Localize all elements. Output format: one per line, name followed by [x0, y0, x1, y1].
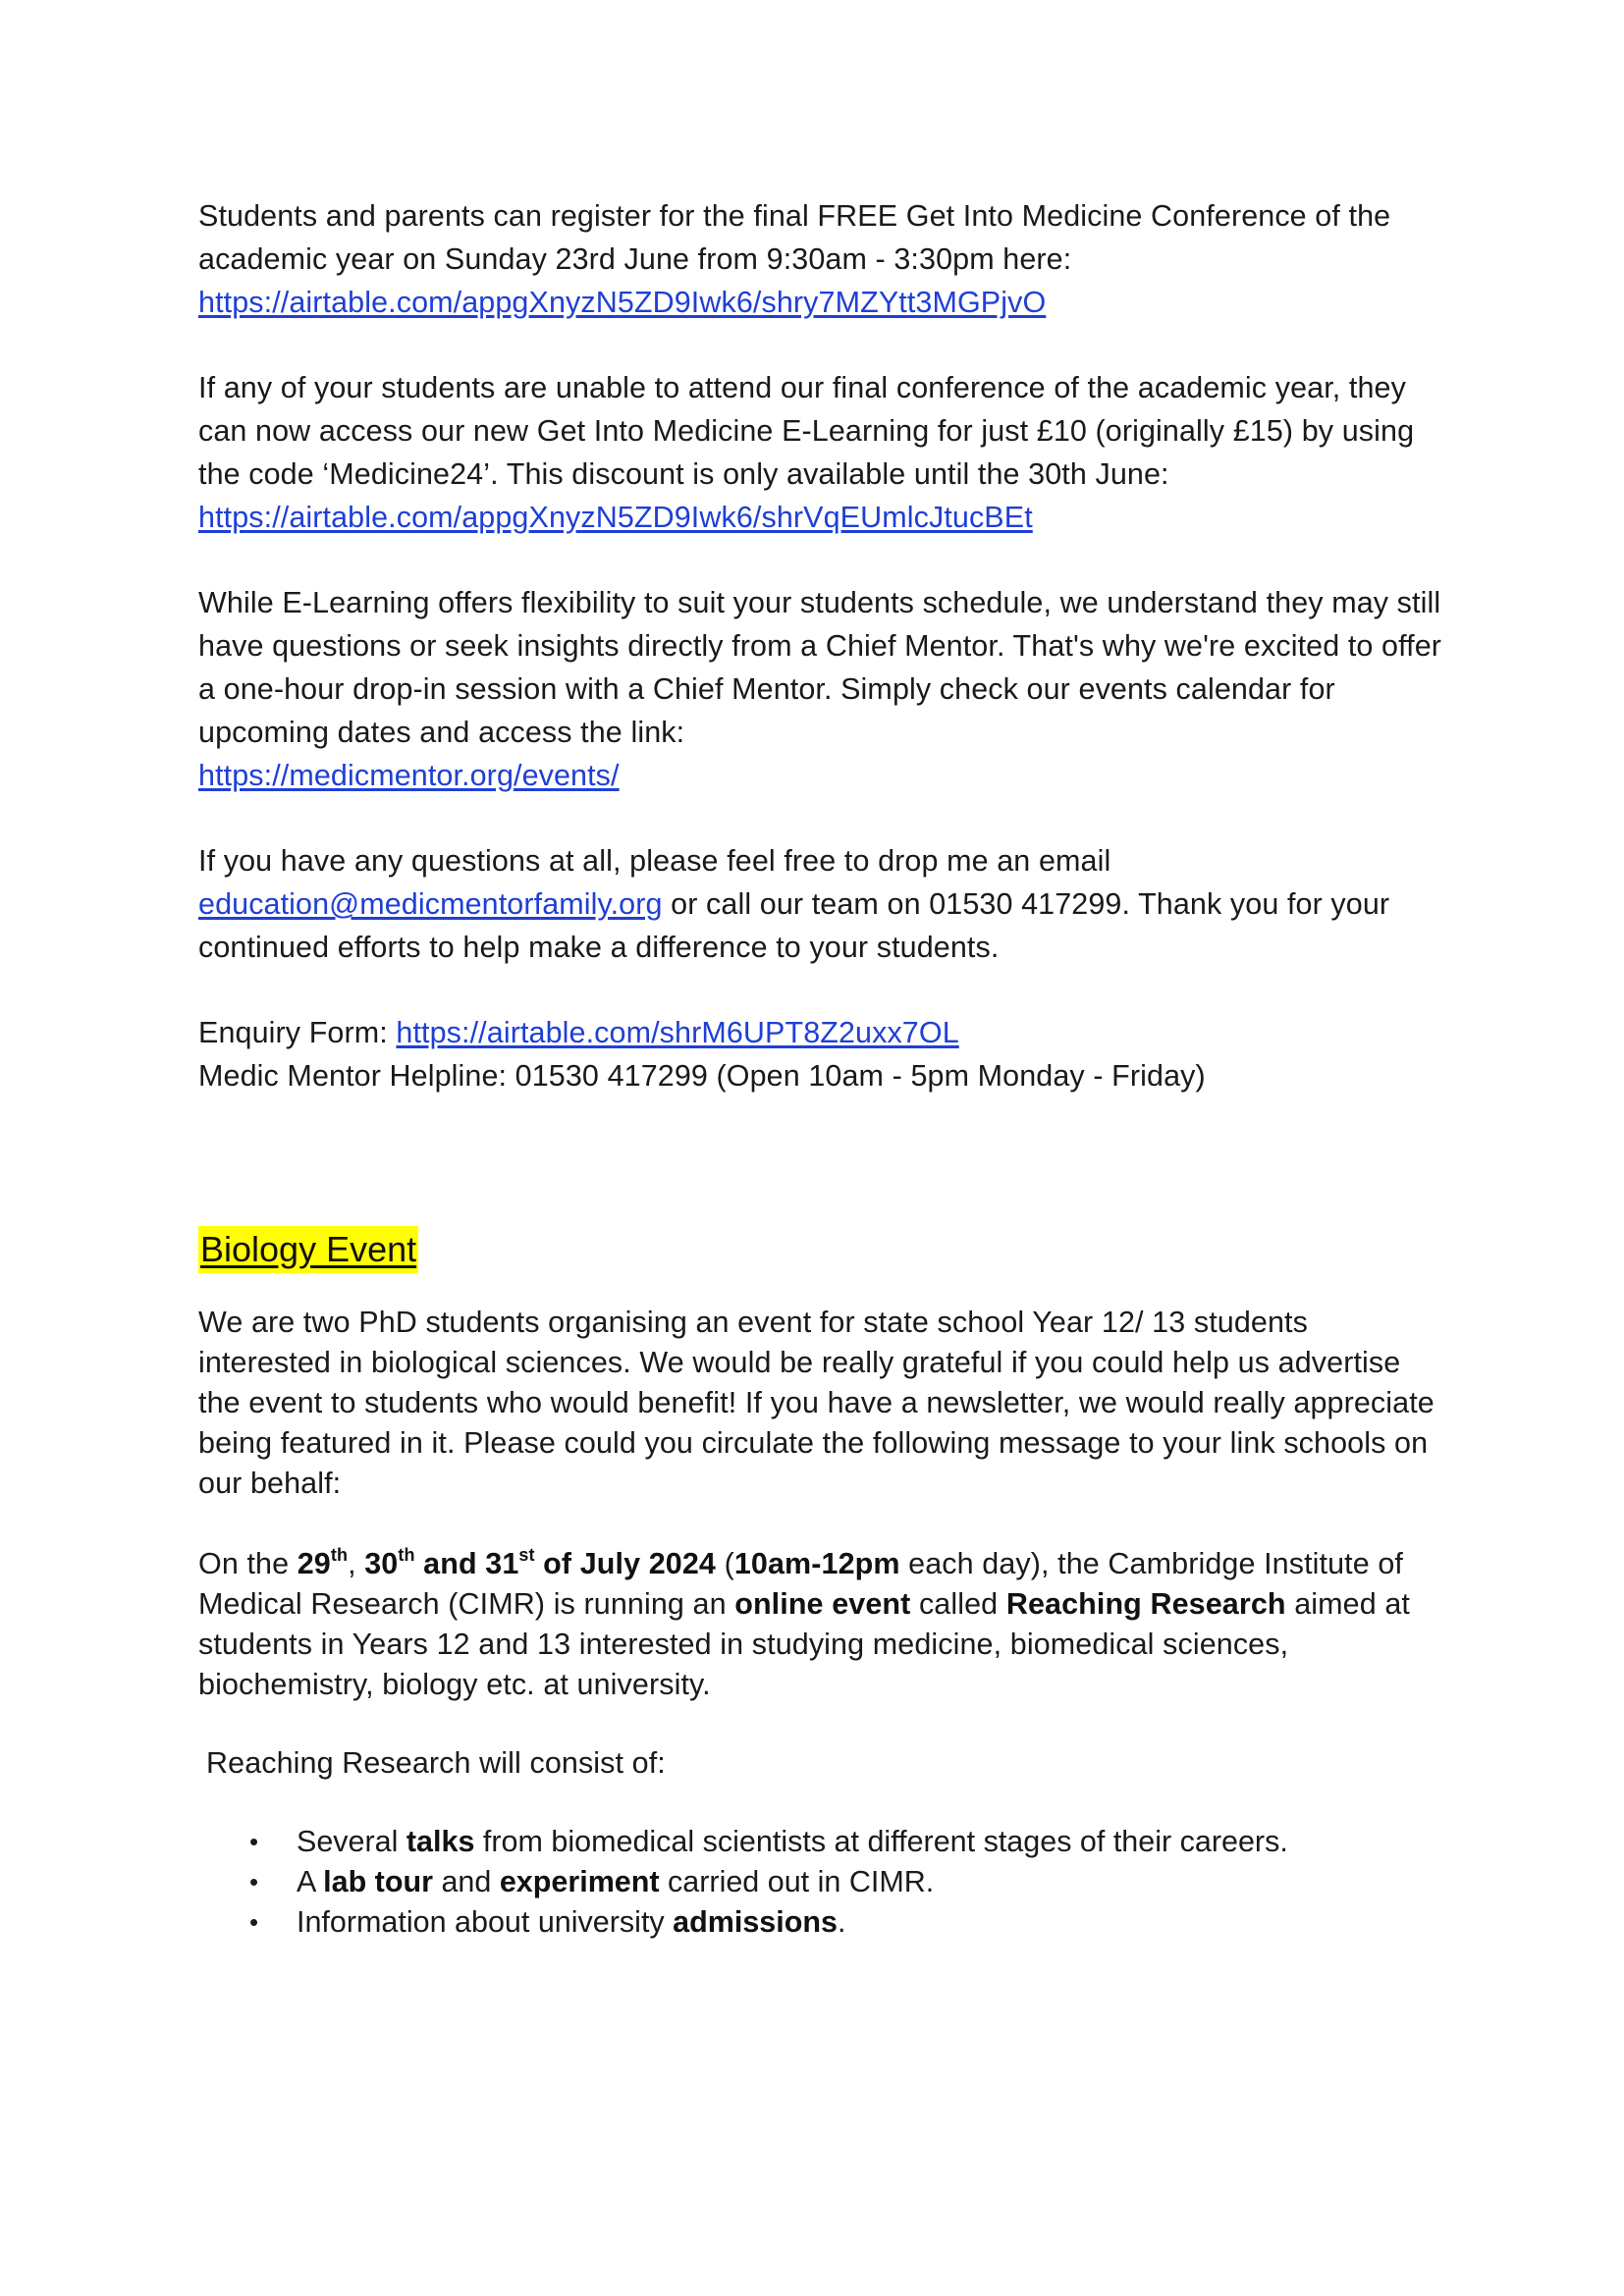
dropin-text: While E-Learning offers flexibility to suit your students schedule, we understand they may still have questions or seek insights directly from a Chief Mentor. That's why we're excited to offer a one-hour drop-in session with a Chief Mentor. Simply check our events calendar for upcoming dates and access the link:: [198, 586, 1442, 749]
bullet-icon: •: [249, 1867, 259, 1896]
biology-event-details: On the 29th, 30th and 31st of July 2024 (10am-12pm each day), the Cambridge Institute of Medical Research (CIMR) is running an online event called Reaching Research aimed at students in Years 12 and 13 interested in studying medicine, biomedical sciences, biochemistry, biology etc. at university.: [198, 1544, 1410, 1701]
helpline-text: Medic Mentor Helpline: 01530 417299 (Open 10am - 5pm Monday - Friday): [198, 1059, 1206, 1093]
dropin-paragraph: [198, 581, 1445, 797]
document-content: [198, 194, 1445, 1943]
list-item: • Information about university admissions.: [198, 1902, 1445, 1943]
bullet-icon: •: [249, 1827, 259, 1856]
enquiry-label: Enquiry Form:: [198, 1016, 397, 1049]
bullet-icon: •: [249, 1907, 259, 1937]
enquiry-form-link[interactable]: https://airtable.com/shrM6UPT8Z2uxx7OL: [396, 1016, 959, 1049]
events-calendar-link[interactable]: https://medicmentor.org/events/: [198, 759, 620, 792]
elearning-text: If any of your students are unable to attend our final conference of the academic year, they can now access our new Get Into Medicine E-Learning for just £10 (originally £15) by using the code ‘Medicine24’. This discount is only available until the 30th June:: [198, 371, 1415, 491]
conference-paragraph: [198, 194, 1445, 324]
biology-event-heading: Biology Event: [198, 1226, 418, 1273]
conference-register-link[interactable]: https://airtable.com/appgXnyzN5ZD9Iwk6/shry7MZYtt3MGPjvO: [198, 286, 1047, 319]
contact-text: If you have any questions at all, please feel free to drop me an email: [198, 844, 1111, 878]
contact-paragraph: [198, 839, 1445, 969]
conference-text: Students and parents can register for the final FREE Get Into Medicine Conference of the academic year on Sunday 23rd June from 9:30am - 3:30pm here:: [198, 199, 1391, 276]
list-item: • Several talks from biomedical scientists at different stages of their careers.: [198, 1822, 1445, 1862]
biology-intro-paragraph: We are two PhD students organising an event for state school Year 12/ 13 students interested in biological sciences. We would be really grateful if you could help us advertise the event to students who would benefit! If you have a newsletter, we would really appreciate being featured in it. Please could you circulate the following message to your link schools on our behalf:: [198, 1306, 1435, 1500]
event-features-list: [198, 1822, 1445, 1943]
contact-email-link[interactable]: education@medicmentorfamily.org: [198, 887, 663, 921]
contact-text-continued: or call our team on 01530 417299. Thank you for your continued efforts to help make a difference to your students.: [198, 887, 1390, 964]
elearning-link[interactable]: https://airtable.com/appgXnyzN5ZD9Iwk6/shrVqEUmlcJtucBEt: [198, 501, 1033, 534]
elearning-paragraph: [198, 366, 1445, 539]
list-item: • A lab tour and experiment carried out in CIMR.: [198, 1862, 1445, 1902]
enquiry-paragraph: [198, 1011, 1445, 1097]
consist-heading: Reaching Research will consist of:: [206, 1746, 666, 1780]
